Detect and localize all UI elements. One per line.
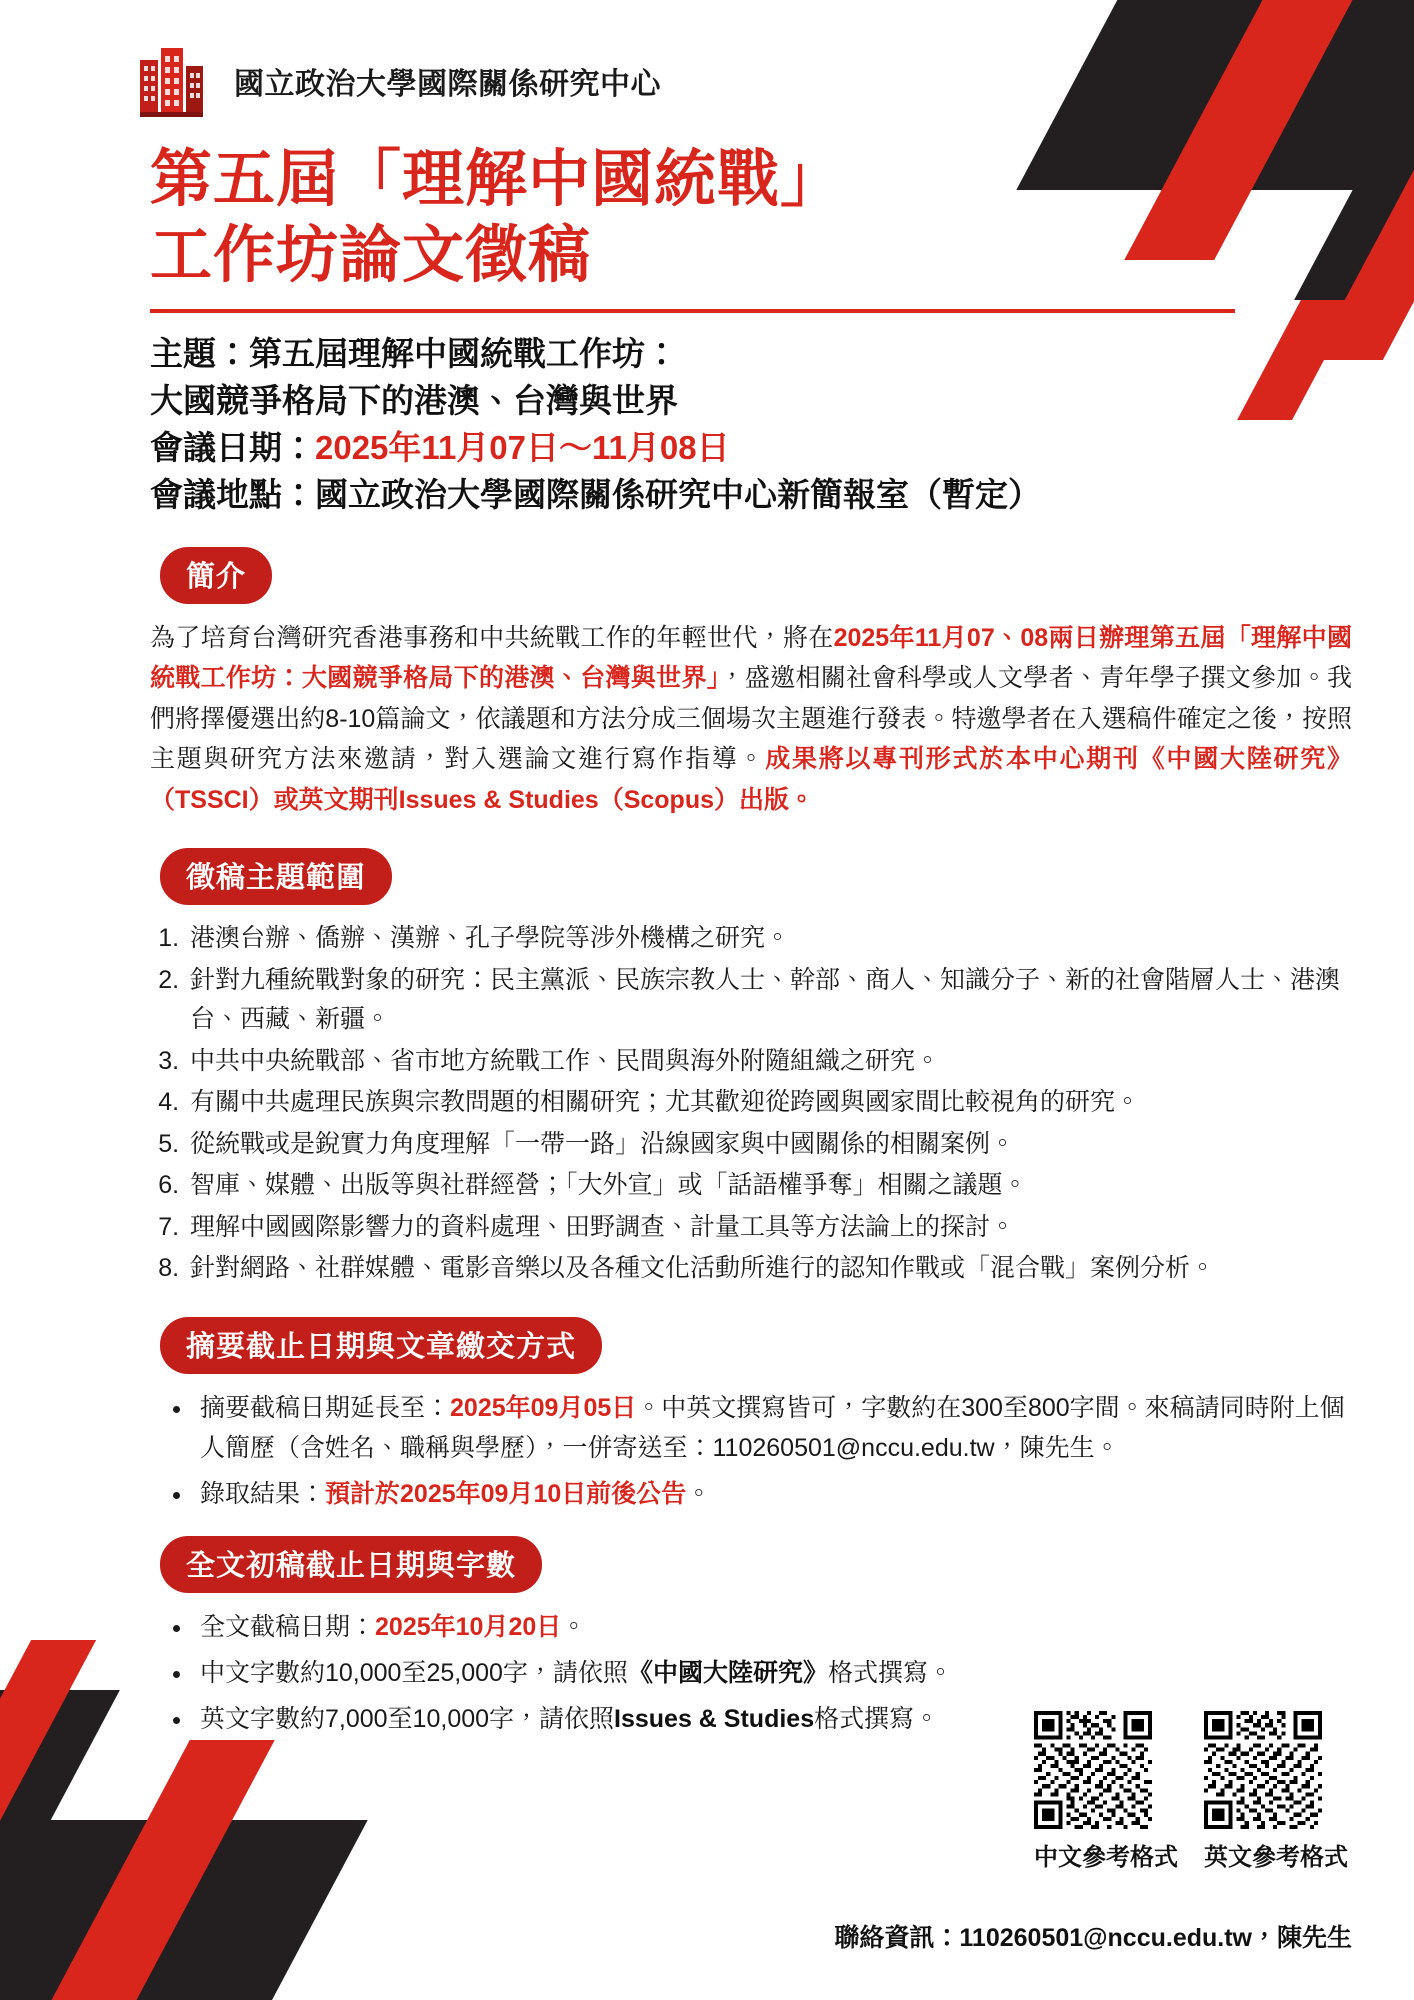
section-fulltext-header	[160, 1536, 1358, 1593]
list-item: 2. 針對九種統戰對象的研究：民主黨派、民族宗教人士、幹部、商人、知識分子、新的社會階層人士、港澳台、西藏、新疆。	[186, 961, 1358, 1040]
theme-label: 主題：	[150, 335, 249, 373]
title-divider	[150, 309, 1235, 313]
fulltext-item2-a: 中文字數約10,000至25,000字，請依照	[200, 1658, 628, 1687]
list-item: 1. 港澳台辦、僑辦、漢辦、孔子學院等涉外機構之研究。	[186, 919, 1358, 959]
venue-label: 會議地點：	[150, 475, 315, 513]
decor-shape-bottom-left-gray	[174, 1870, 330, 2000]
section-pill-fulltext: 全文初稿截止日期與字數	[160, 1536, 542, 1593]
theme-line-2: 大國競爭格局下的港澳、台灣與世界	[150, 382, 678, 420]
venue-line	[150, 472, 1358, 519]
title-line-2: 工作坊論文徵稿	[150, 220, 592, 290]
abstract-item1-date: 2025年09月05日	[450, 1393, 637, 1422]
date-value: 2025年11月07日～11月08日	[315, 428, 730, 466]
intro-text-d: 成果將以專刊形式於本中心期刊《中國大陸研究》（TSSCI）或英文期刊Issues & Studies（Scopus）出版。	[150, 745, 1352, 814]
section-pill-abstract: 摘要截止日期與文章繳交方式	[160, 1317, 602, 1374]
intro-text-b: 2025年11月07、08兩日辦理第五屆「理解中國統戰工作坊：大國競爭格局下的港澳、台灣與世界」	[150, 623, 1352, 693]
fulltext-item2-c: 格式撰寫。	[827, 1658, 953, 1687]
fulltext-item1-date: 2025年10月20日	[375, 1612, 562, 1641]
fulltext-item2-journal: 《中國大陸研究》	[627, 1658, 828, 1687]
section-intro-header	[160, 547, 1358, 604]
abstract-item2-a: 錄取結果：	[200, 1479, 326, 1508]
list-item	[194, 1388, 1358, 1468]
qr-caption-chinese: 中文參考格式	[1034, 1844, 1178, 1871]
abstract-item1-a: 摘要截稿日期延長至：	[200, 1393, 451, 1422]
qr-code-icon[interactable]	[1034, 1711, 1152, 1829]
list-item	[194, 1474, 1358, 1514]
fulltext-item3-a: 英文字數約7,000至10,000字，請依照	[200, 1704, 615, 1733]
fulltext-item1-a: 全文截稿日期：	[200, 1612, 376, 1641]
topic-list	[132, 919, 1358, 1289]
abstract-list	[132, 1388, 1358, 1514]
section-pill-intro: 簡介	[160, 547, 272, 604]
qr-item-english[interactable]	[1204, 1711, 1348, 1872]
section-abstract-header	[160, 1317, 1358, 1374]
list-item	[194, 1653, 1358, 1693]
qr-code-group	[1034, 1711, 1348, 1872]
list-item: 8. 針對網路、社群媒體、電影音樂以及各種文化活動所進行的認知作戰或「混合戰」案例分析。	[186, 1249, 1358, 1289]
section-pill-topics: 徵稿主題範圍	[160, 848, 392, 905]
theme-value-1: 第五屆理解中國統戰工作坊：	[249, 335, 678, 373]
qr-code-icon[interactable]	[1204, 1711, 1322, 1829]
date-label: 會議日期：	[150, 428, 315, 466]
qr-caption-english: 英文參考格式	[1204, 1844, 1348, 1871]
fulltext-item3-journal: Issues & Studies	[614, 1704, 815, 1733]
abstract-item2-c: 。	[686, 1479, 712, 1508]
section-topics-header	[160, 848, 1358, 905]
venue-value: 國立政治大學國際關係研究中心新簡報室（暫定）	[315, 475, 1041, 513]
abstract-item1-c: 。中英文撰寫皆可，字數約在300至800字間。來稿請同時附上個人簡歷（含姓名、職稱與學歷），一併寄送至：110260501@nccu.edu.tw，陳先生。	[200, 1393, 1345, 1462]
page-title	[150, 142, 1358, 293]
theme-line-1	[150, 331, 1358, 378]
fulltext-item3-c: 格式撰寫。	[814, 1704, 940, 1733]
title-line-1: 第五屆「理解中國統戰」	[150, 145, 844, 214]
date-line	[150, 425, 1358, 472]
list-item: 6. 智庫、媒體、出版等與社群經營；「大外宣」或「話語權爭奪」相關之議題。	[186, 1166, 1358, 1206]
list-item: 5. 從統戰或是銳實力角度理解「一帶一路」沿線國家與中國關係的相關案例。	[186, 1125, 1358, 1165]
qr-item-chinese[interactable]	[1034, 1711, 1178, 1872]
organization-name: 國立政治大學國際關係研究中心	[234, 68, 661, 101]
decor-shape-bottom-left-black-1	[0, 1820, 368, 2000]
fulltext-item1-c: 。	[561, 1612, 587, 1641]
abstract-item2-result: 預計於2025年09月10日前後公告	[325, 1479, 687, 1508]
footer-contact: 聯絡資訊：110260501@nccu.edu.tw，陳先生	[834, 1924, 1352, 1952]
intro-text-a: 為了培育台灣研究香港事務和中共統戰工作的年輕世代，將在	[150, 623, 834, 652]
list-item: 4. 有關中共處理民族與宗教問題的相關研究；尤其歡迎從跨國與國家間比較視角的研究。	[186, 1083, 1358, 1123]
decor-shape-bottom-left-red-1	[30, 1740, 275, 2000]
list-item	[194, 1607, 1358, 1647]
list-item: 7. 理解中國國際影響力的資料處理、田野調查、計量工具等方法論上的探討。	[186, 1208, 1358, 1248]
organization-header	[132, 42, 1358, 120]
list-item: 3. 中共中央統戰部、省市地方統戰工作、民間與海外附隨組織之研究。	[186, 1042, 1358, 1082]
event-summary	[150, 331, 1358, 518]
intro-paragraph	[150, 618, 1352, 821]
intro-text-c: ，盛邀相關社會科學或人文學者、青年學子撰文參加。我們將擇優選出約8-10篇論文，依議題和方法分成三個場次主題進行發表。特邀學者在入選稿件確定之後，按照主題與研究方法來邀請，對入選論文進行寫作指導。	[150, 664, 1352, 774]
building-logo-icon	[132, 42, 218, 120]
